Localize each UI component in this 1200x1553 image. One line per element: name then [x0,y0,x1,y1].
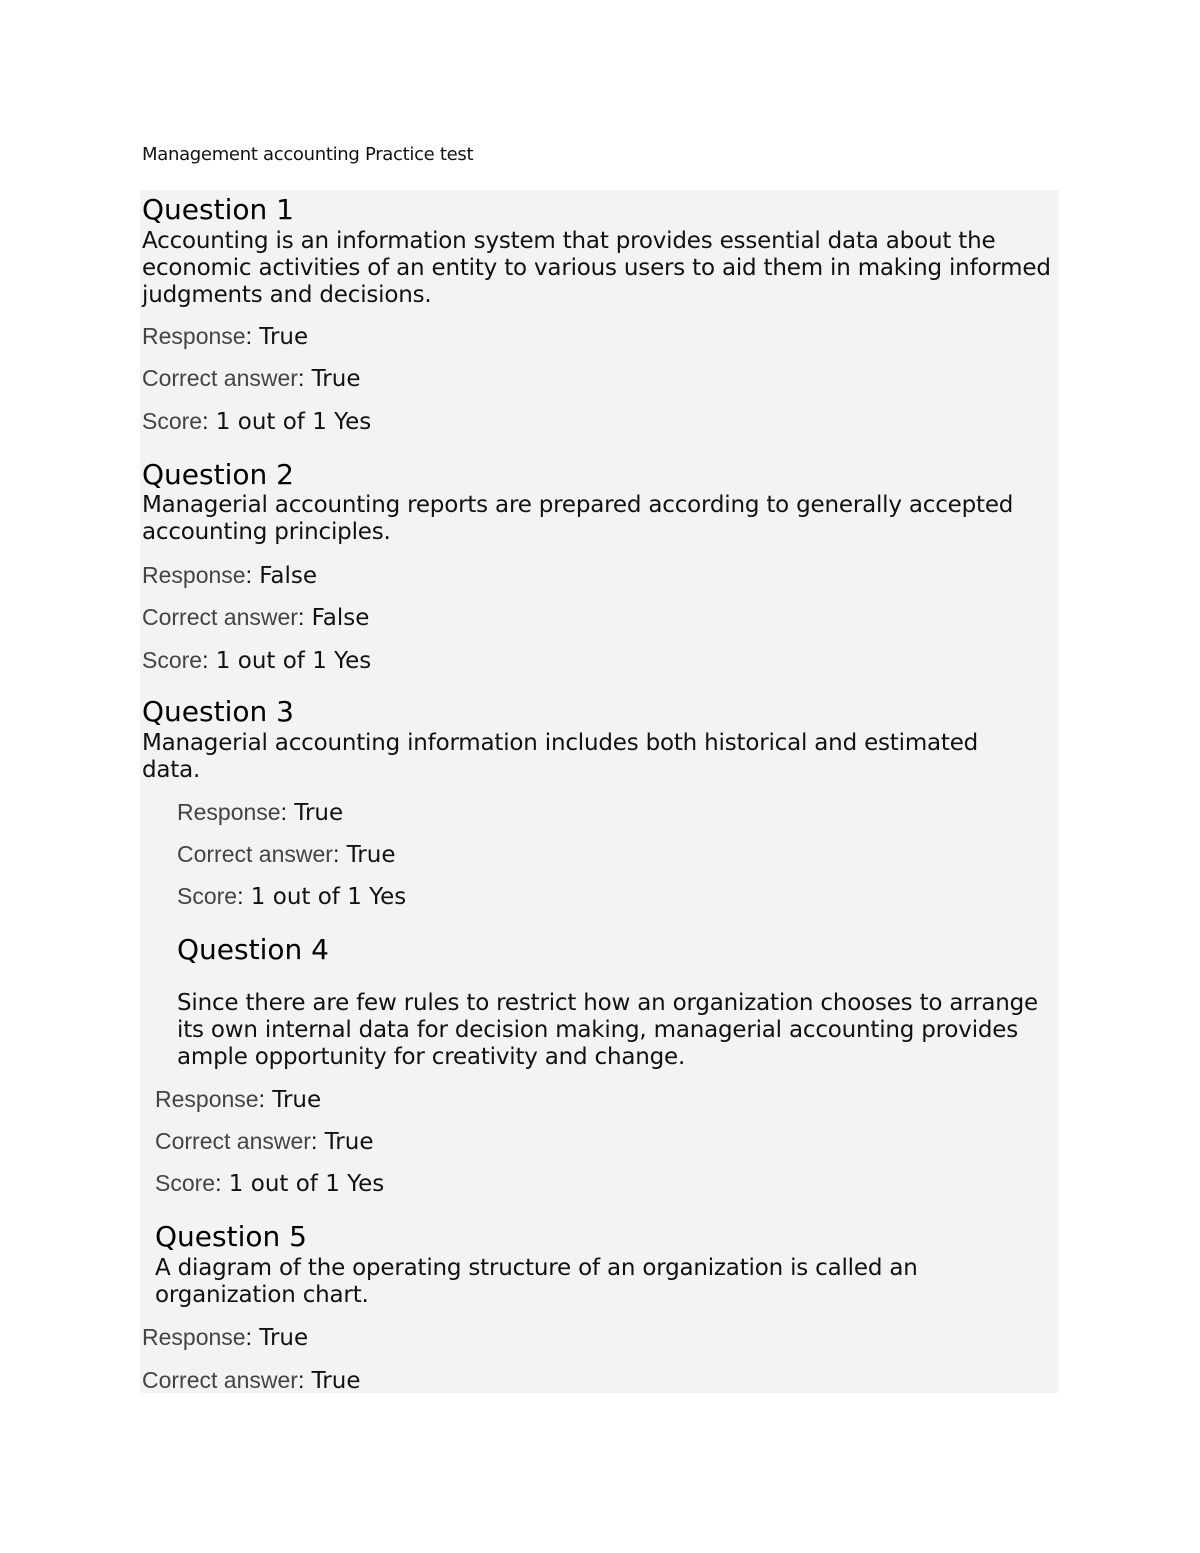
question-5-correct-answer: Correct answer: True [142,1367,361,1394]
correct-answer-value: True [311,1368,361,1394]
correct-answer-label: Correct answer [177,841,333,867]
question-4-score: Score: 1 out of 1 Yes [155,1170,385,1197]
question-4-correct-answer: Correct answer: True [155,1128,374,1155]
response-label: Response [142,323,246,349]
question-2-text: Managerial accounting reports are prepared according to generally accepted accounting principles. [142,492,1014,545]
response-label: Response [142,1324,246,1350]
response-value: True [259,1325,309,1351]
score-value: 1 out of 1 Yes [228,1171,385,1197]
question-3-response: Response: True [177,799,344,826]
question-1-text: Accounting is an information system that provides essential data about the economic activities of an entity to various users to aid them in making informed judgments and decisions. [142,228,1051,308]
question-3-correct-answer: Correct answer: True [177,841,396,868]
correct-answer-value: True [346,842,396,868]
score-label: Score [177,883,238,909]
score-value: 1 out of 1 Yes [250,884,407,910]
document-title: Management accounting Practice test [142,144,474,165]
question-1-heading: Question 1 [142,193,294,226]
correct-answer-value: True [311,366,361,392]
question-2-response: Response: False [142,562,318,589]
score-label: Score [142,647,203,673]
question-3-score: Score: 1 out of 1 Yes [177,883,407,910]
question-2-correct-answer: Correct answer: False [142,604,370,631]
question-4-heading: Question 4 [177,933,329,966]
question-5-response: Response: True [142,1324,309,1351]
question-3-text: Managerial accounting information includes both historical and estimated data. [142,730,979,783]
question-2-score: Score: 1 out of 1 Yes [142,647,372,674]
correct-answer-label: Correct answer [142,604,298,630]
question-3-heading: Question 3 [142,695,294,728]
response-value: True [259,324,309,350]
response-value: True [294,800,344,826]
question-1-response: Response: True [142,323,309,350]
question-1-score: Score: 1 out of 1 Yes [142,408,372,435]
response-label: Response [177,799,281,825]
question-1-correct-answer: Correct answer: True [142,365,361,392]
correct-answer-label: Correct answer [142,1367,298,1393]
correct-answer-label: Correct answer [155,1128,311,1154]
correct-answer-label: Correct answer [142,365,298,391]
question-4-text: Since there are few rules to restrict how an organization chooses to arrange its own internal data for decision making, managerial accounting provides ample opportunity for creativity and change. [177,990,1038,1070]
score-value: 1 out of 1 Yes [215,409,372,435]
response-label: Response [155,1086,259,1112]
response-value: False [259,563,318,589]
score-label: Score [155,1170,216,1196]
question-2-heading: Question 2 [142,458,294,491]
score-label: Score [142,408,203,434]
correct-answer-value: True [324,1129,374,1155]
score-value: 1 out of 1 Yes [215,648,372,674]
question-5-text: A diagram of the operating structure of an organization is called an organization chart. [155,1255,918,1308]
correct-answer-value: False [311,605,370,631]
question-5-heading: Question 5 [155,1220,307,1253]
question-4-response: Response: True [155,1086,322,1113]
response-value: True [272,1087,322,1113]
response-label: Response [142,562,246,588]
